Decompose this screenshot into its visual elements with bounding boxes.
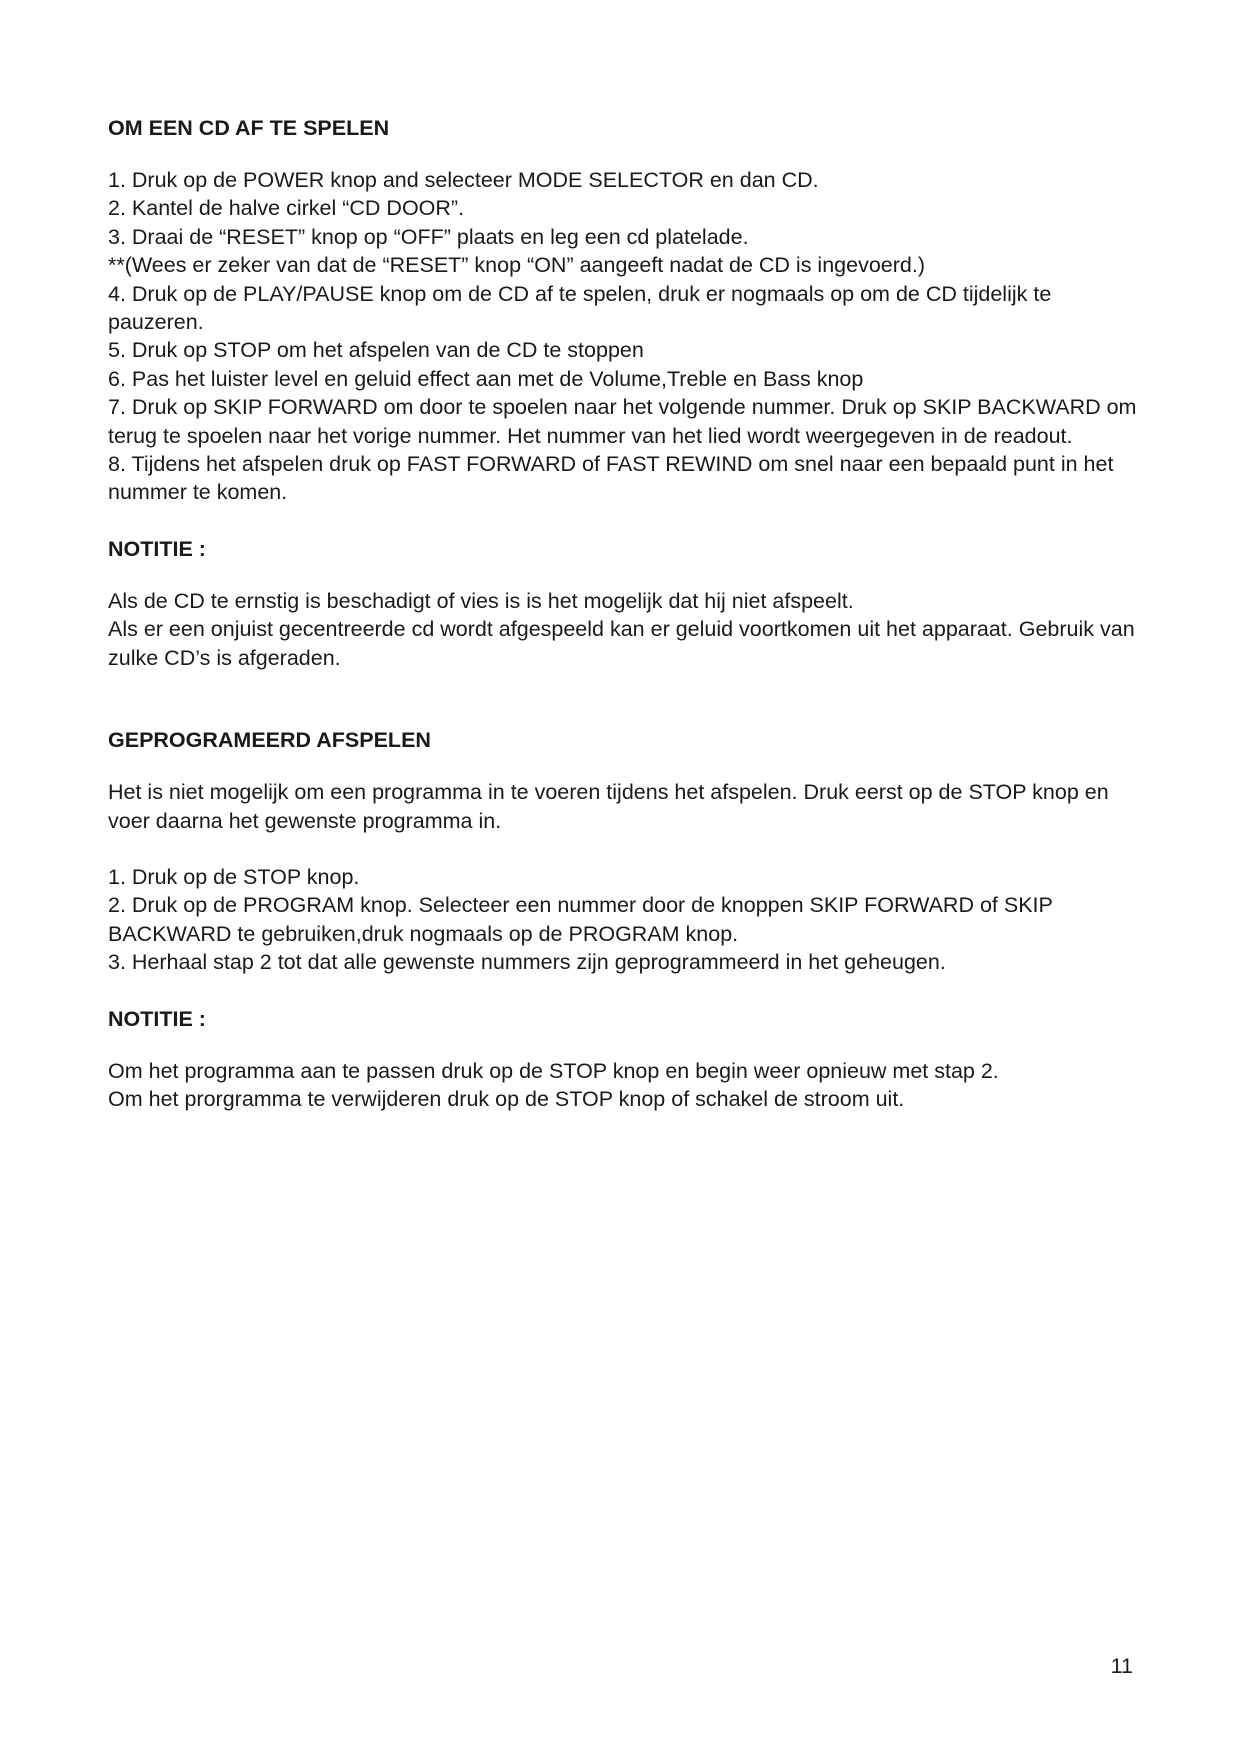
- document-page: [108, 114, 1138, 1113]
- step-item: 6. Pas het luister level en geluid effect aan met de Volume,Treble en Bass knop: [108, 366, 864, 391]
- step-item: 8. Tijdens het afspelen druk op FAST FORWARD of FAST REWIND om snel naar een bepaald punt in het nummer te komen.: [108, 452, 1114, 505]
- step-item: 2. Kantel de halve cirkel “CD DOOR”.: [108, 196, 465, 221]
- programmed-play-intro: Het is niet mogelijk om een programma in te voeren tijdens het afspelen. Druk eerst op de STOP knop en voer daarna het gewenste programma in.: [108, 780, 1109, 833]
- step-item: 4. Druk op de PLAY/PAUSE knop om de CD af te spelen, druk er nogmaals op om de CD tijdelijk te pauzeren.: [108, 281, 1052, 335]
- step-note: **(Wees er zeker van dat de “RESET” knop “ON” aangeeft nadat de CD is ingevoerd.): [108, 253, 925, 278]
- step-item: 3. Draai de “RESET” knop op “OFF” plaats en leg een cd platelade.: [108, 224, 749, 249]
- step-item: 2. Druk op de PROGRAM knop. Selecteer een nummer door de knoppen SKIP FORWARD of SKIP BACKWARD te gebruiken,druk nogmaals op de PROGRAM knop.: [108, 893, 1053, 946]
- programmed-play-steps: [108, 863, 1138, 977]
- section-heading-programmed-play: GEPROGRAMEERD AFSPELEN: [108, 728, 431, 753]
- note-line: Om het prorgramma te verwijderen druk op de STOP knop of schakel de stroom uit.: [108, 1086, 905, 1111]
- note-1-body: [108, 587, 1138, 672]
- section-heading-cd-play: OM EEN CD AF TE SPELEN: [108, 116, 390, 140]
- note-line: Als de CD te ernstig is beschadigt of vies is is het mogelijk dat hij niet afspeelt.: [108, 588, 854, 613]
- note-heading-2: NOTITIE :: [108, 1006, 206, 1031]
- step-item: 1. Druk op de POWER knop and selecteer MODE SELECTOR en dan CD.: [108, 168, 819, 192]
- step-item: 1. Druk op de STOP knop.: [108, 864, 360, 889]
- page-number: 11: [1110, 1654, 1133, 1678]
- cd-play-steps: [108, 166, 1138, 507]
- step-item: 3. Herhaal stap 2 tot dat alle gewenste nummers zijn geprogrammeerd in het geheugen.: [108, 950, 946, 975]
- note-heading-1: NOTITIE :: [108, 536, 206, 561]
- step-item: 7. Druk op SKIP FORWARD om door te spoelen naar het volgende nummer. Druk op SKIP BACKWARD om terug te spoelen naar het vorige nummer. Het nummer van het lied wordt weergegeven in de readout.: [108, 395, 1137, 448]
- note-line: Als er een onjuist gecentreerde cd wordt afgespeeld kan er geluid voortkomen uit het apparaat. Gebruik van zulke CD’s is afgeraden.: [108, 617, 1135, 670]
- note-2-body: [108, 1057, 1138, 1114]
- note-line: Om het programma aan te passen druk op de STOP knop en begin weer opnieuw met stap 2.: [108, 1058, 999, 1083]
- step-item: 5. Druk op STOP om het afspelen van de CD te stoppen: [108, 338, 644, 363]
